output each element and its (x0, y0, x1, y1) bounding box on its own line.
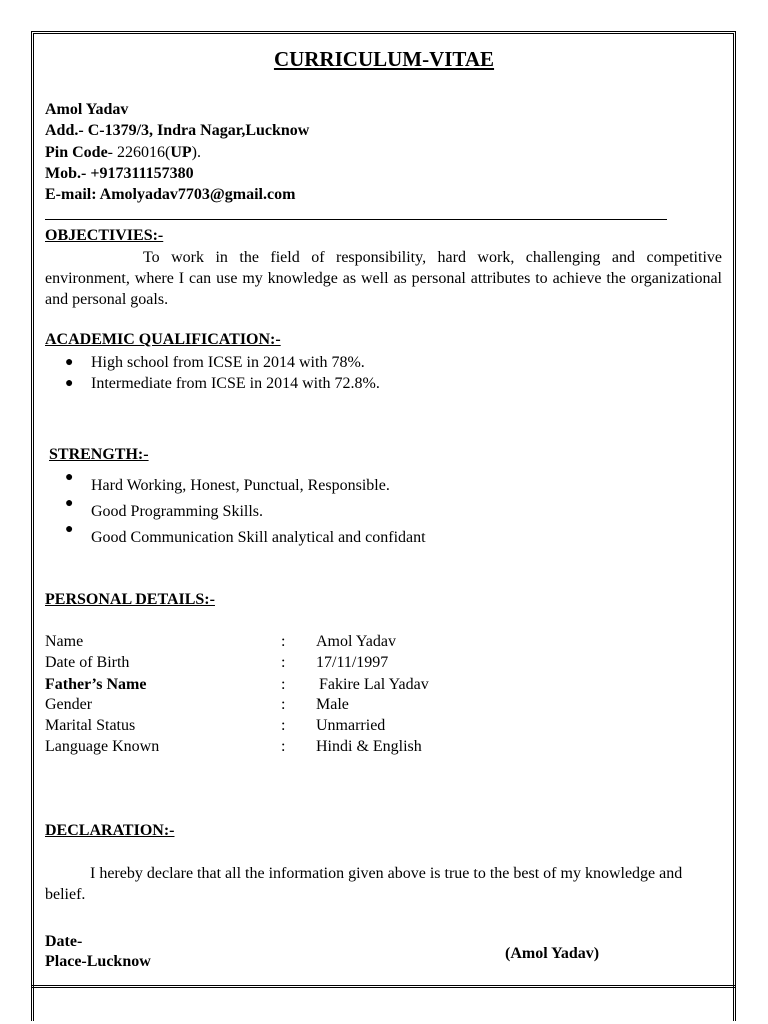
detail-value: 17/11/1997 (316, 654, 389, 671)
declaration-heading: DECLARATION:- (45, 822, 175, 839)
declaration-text: I hereby declare that all the information given above is true to the best of my knowledge and belief. (45, 865, 683, 903)
detail-value: Male (316, 696, 349, 713)
bullet-icon: ● (65, 376, 74, 391)
address-line (45, 120, 309, 141)
date-label: Date- (45, 933, 83, 950)
list-item: ● Good Programming Skills. (45, 499, 426, 525)
place-label: Place-Lucknow (45, 953, 151, 970)
detail-label: Gender (45, 696, 93, 713)
pin-end: ). (191, 144, 201, 161)
academic-heading: ACADEMIC QUALIFICATION:- (45, 331, 281, 348)
header-divider (45, 219, 667, 220)
address-value: - C-1379/3, Indra Nagar,Lucknow (78, 122, 310, 139)
candidate-name: Amol Yadav (45, 101, 129, 118)
pin-value: - 226016( (107, 144, 171, 161)
pin-label: Pin Code (45, 144, 108, 161)
detail-separator: : (281, 654, 286, 671)
signature: (Amol Yadav) (505, 945, 600, 962)
detail-value: Fakire Lal Yadav (319, 676, 429, 693)
detail-label: Father’s Name (45, 676, 147, 693)
pin-code-line (45, 142, 201, 163)
detail-separator: : (281, 676, 286, 693)
bullet-icon: ● (65, 496, 74, 511)
detail-value: Hindi & English (316, 738, 422, 755)
detail-value: Unmarried (316, 717, 386, 734)
bullet-icon: ● (65, 522, 74, 537)
detail-separator: : (281, 717, 286, 734)
detail-separator: : (281, 633, 286, 650)
detail-label: Language Known (45, 738, 160, 755)
address-label: Add. (45, 122, 79, 139)
list-item: ● Hard Working, Honest, Punctual, Responsible. (45, 473, 426, 499)
academic-list (45, 352, 380, 394)
strength-list (45, 470, 426, 551)
list-item: ● Intermediate from ICSE in 2014 with 72.8%. (65, 375, 380, 392)
pin-state: UP (170, 144, 192, 161)
detail-label: Date of Birth (45, 654, 130, 671)
detail-label: Name (45, 633, 84, 650)
list-item: ● High school from ICSE in 2014 with 78%. (65, 354, 365, 371)
personal-details-heading: PERSONAL DETAILS:- (45, 591, 215, 608)
bullet-icon: ● (65, 355, 74, 370)
detail-label: Marital Status (45, 717, 136, 734)
mobile-line: Mob.- +917311157380 (45, 165, 194, 182)
email-line: E-mail: Amolyadav7703@gmail.com (45, 186, 296, 203)
detail-separator: : (281, 696, 286, 713)
objectives-heading: OBJECTIVIES:- (45, 227, 164, 244)
page-border-bottom (31, 985, 736, 988)
bullet-icon: ● (65, 470, 74, 485)
document-title: CURRICULUM-VITAE (273, 47, 495, 71)
strength-heading: STRENGTH:- (49, 446, 149, 463)
list-item: ● Good Communication Skill analytical and confidant (45, 525, 426, 551)
detail-value: Amol Yadav (316, 633, 397, 650)
detail-separator: : (281, 738, 286, 755)
objectives-text: To work in the field of responsibility, hard work, challenging and competitive environment, where I can use my knowledge as well as personal attributes to achieve the organizational and personal goals. (45, 249, 722, 308)
